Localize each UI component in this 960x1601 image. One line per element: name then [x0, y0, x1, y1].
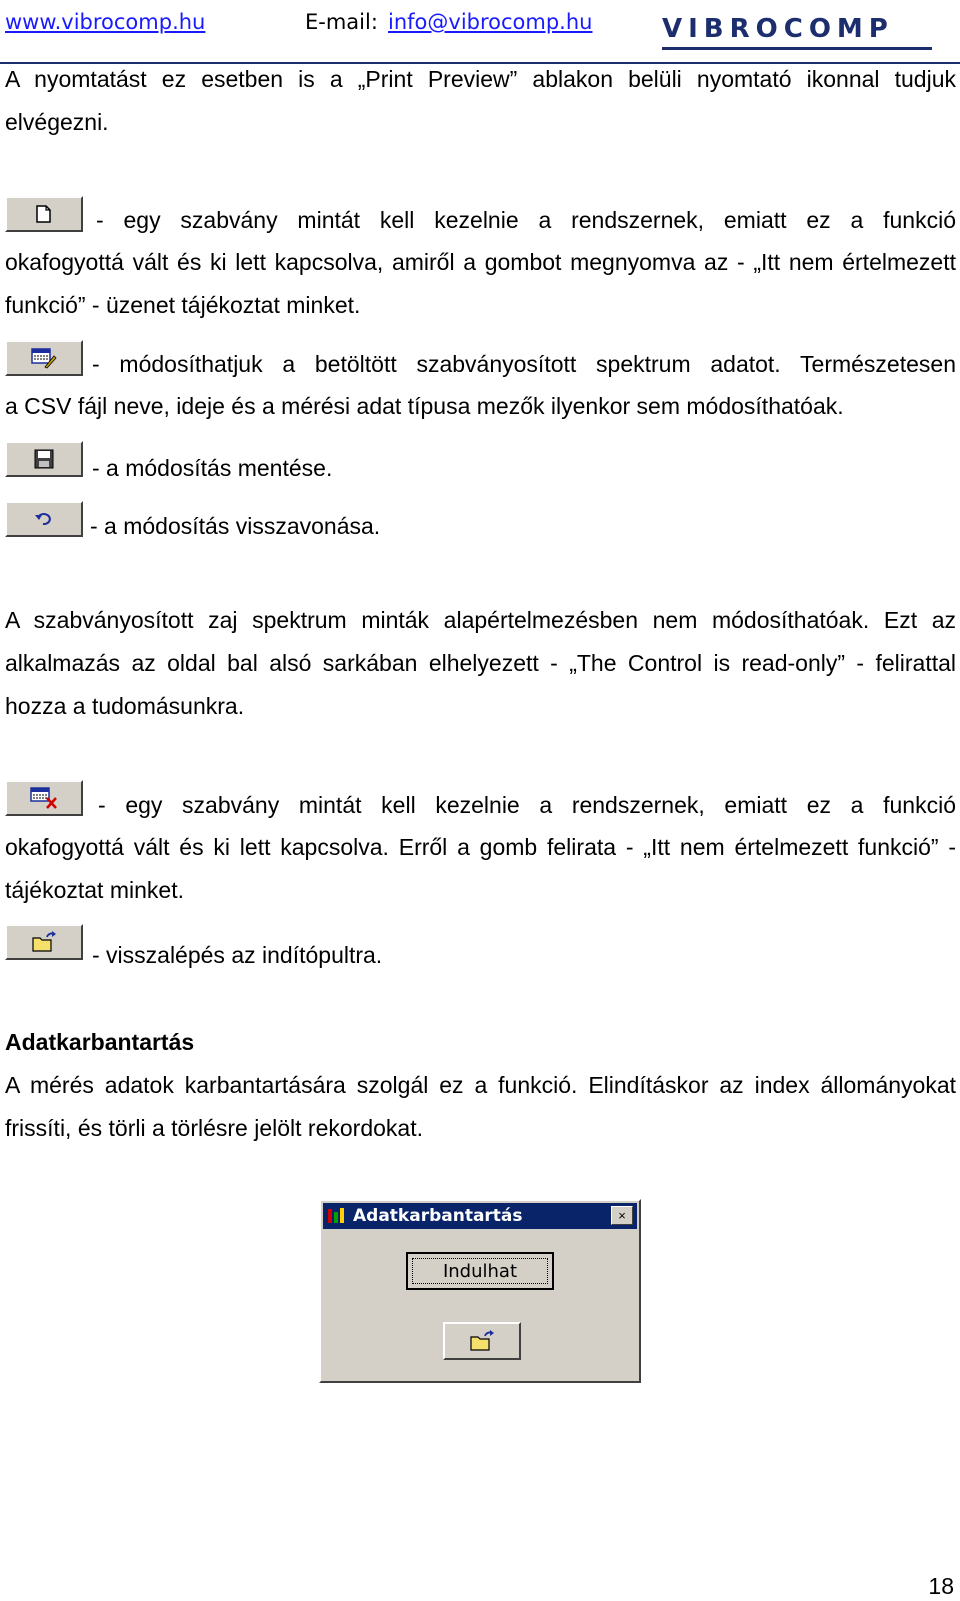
start-button-label: Indulhat: [442, 1260, 518, 1282]
intro-paragraph: A nyomtatást ez esetben is a „Print Preview” ablakon belüli nyomtató ikonnal tudjuk elvégezni.: [5, 66, 956, 135]
delete-record-icon: [30, 787, 58, 809]
section-heading: Adatkarbantartás: [5, 1029, 195, 1055]
dialog-title: Adatkarbantartás: [353, 1206, 523, 1226]
open-folder-icon: [31, 931, 57, 953]
readonly-note: A szabványosított zaj spektrum minták alapértelmezésben nem módosíthatóak. Ezt az alkalmazás az oldal bal alsó sarkában elhelyezett - „The Control is read-only” - felirattal hozza a tudomásunkra.: [5, 607, 956, 719]
delete-button[interactable]: [5, 780, 83, 816]
dialog-back-button[interactable]: [443, 1322, 521, 1360]
back-button-desc: - visszalépés az indítópultra.: [92, 942, 383, 968]
app-icon: [327, 1207, 347, 1225]
dialog-titlebar[interactable]: [323, 1203, 637, 1229]
close-icon: ×: [618, 1208, 626, 1223]
start-button[interactable]: [406, 1252, 554, 1290]
edit-button-desc: a CSV fájl neve, ideje és a mérési adat típusa mezők ilyenkor sem módosíthatóak.: [5, 393, 844, 419]
vibrocomp-logo: VIBROCOMP: [662, 14, 894, 44]
delete-button-desc-line1: - egy szabvány mintát kell kezelnie a rendszernek, emiatt ez a funkció: [98, 792, 956, 818]
edit-button-desc-line1: - módosíthatjuk a betöltött szabványosított spektrum adatot. Természetesen: [92, 351, 956, 377]
maintenance-dialog: [319, 1199, 641, 1383]
page-header: [0, 0, 960, 64]
edit-grid-icon: [31, 347, 57, 369]
new-button-desc-line1: - egy szabvány mintát kell kezelnie a rendszernek, emiatt ez a funkció: [96, 207, 956, 233]
save-button-desc: - a módosítás mentése.: [92, 455, 333, 481]
section-text: A mérés adatok karbantartására szolgál ez a funkció. Elindításkor az index állományokat frissíti, és törli a törlésre jelölt rekordokat.: [5, 1072, 956, 1141]
new-button[interactable]: [5, 196, 83, 232]
close-button[interactable]: [611, 1206, 633, 1225]
website-link[interactable]: www.vibrocomp.hu: [5, 10, 206, 34]
save-icon: [34, 449, 54, 469]
new-button-desc: okafogyottá vált és ki lett kapcsolva, amiről a gombot megnyomva az - „Itt nem értelmezett funkció” - üzenet tájékoztat minket.: [5, 249, 956, 318]
new-document-icon: [36, 205, 52, 223]
edit-button[interactable]: [5, 340, 83, 376]
undo-button[interactable]: [5, 501, 83, 537]
back-button[interactable]: [5, 924, 83, 960]
page-number: 18: [928, 1573, 954, 1599]
focus-rectangle: [412, 1258, 548, 1284]
undo-button-desc: - a módosítás visszavonása.: [90, 513, 381, 539]
open-folder-icon: [469, 1330, 495, 1352]
email-label: E-mail:: [305, 10, 378, 34]
email-link[interactable]: info@vibrocomp.hu: [388, 10, 593, 34]
delete-button-desc: okafogyottá vált és ki lett kapcsolva. Erről a gomb felirata - „Itt nem értelmezett funkció” - tájékoztat minket.: [5, 834, 956, 903]
undo-icon: [34, 512, 54, 526]
logo-underline: [662, 47, 932, 50]
save-button[interactable]: [5, 441, 83, 477]
